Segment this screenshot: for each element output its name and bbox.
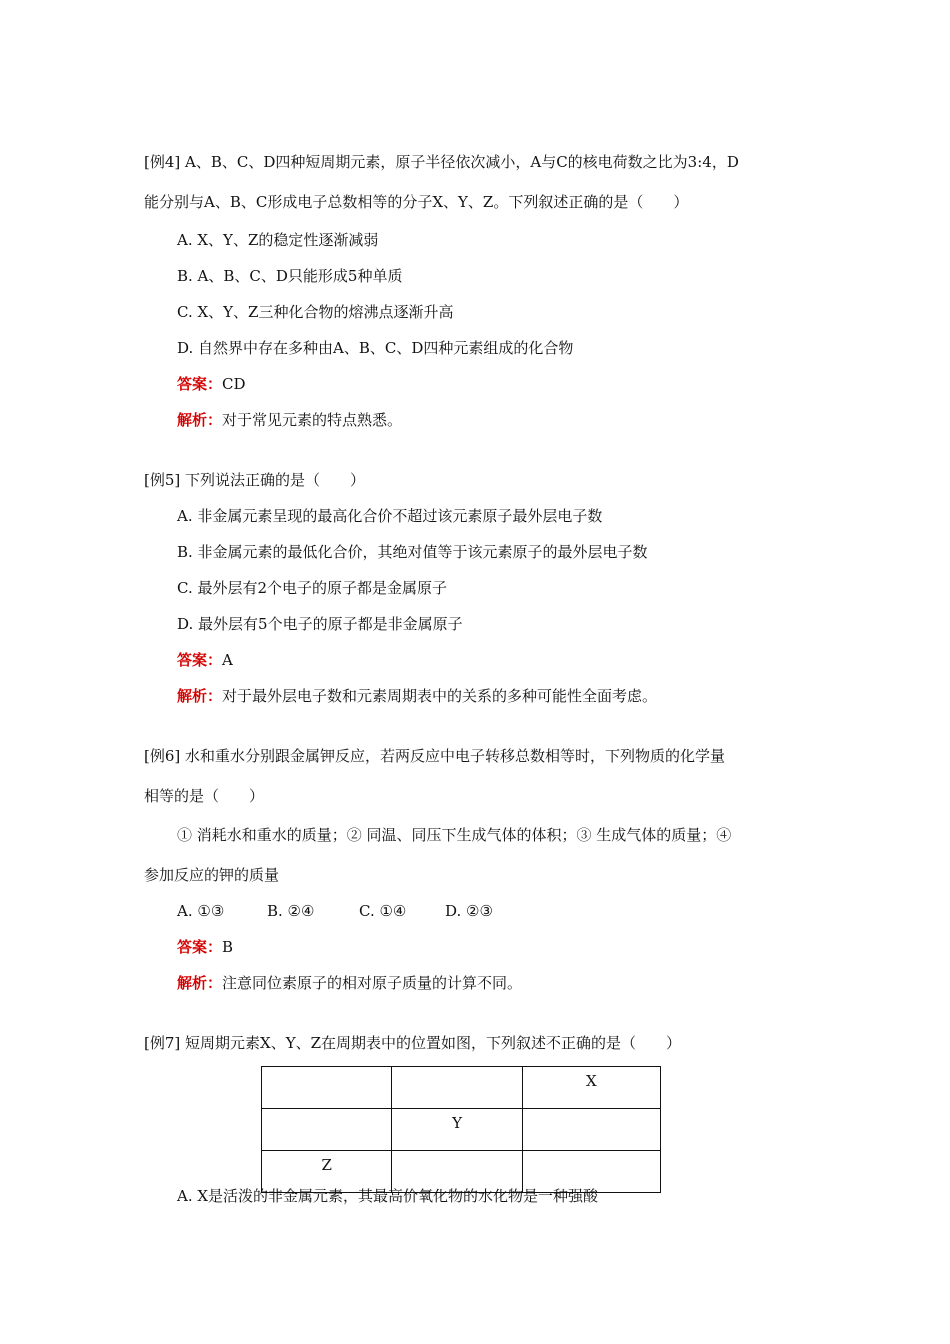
answer-value: CD [222,375,246,393]
ex6-choice-b: B. ②④ [267,902,315,920]
ex7-option-a: A. X是活泼的非金属元素，其最高价氧化物的水化物是一种强酸 [177,1187,599,1205]
ex4-option-a: A. X、Y、Z的稳定性逐渐减弱 [177,231,379,249]
analysis-text: 对于常见元素的特点熟悉。 [222,411,403,429]
analysis-label: 解析： [177,687,223,705]
ex4-option-c: C. X、Y、Z三种化合物的熔沸点逐渐升高 [177,303,454,321]
answer-label: 答案： [177,375,223,393]
ex6-stem-line2: 相等的是（ ） [144,787,265,805]
ex6-choice-a: A. ①③ [177,902,225,920]
ex4-option-d: D. 自然界中存在多种由A、B、C、D四种元素组成的化合物 [177,339,574,357]
ex5-answer [177,650,233,670]
table-row [262,1067,661,1109]
analysis-text: 注意同位素原子的相对原子质量的计算不同。 [222,974,523,992]
table-cell-y: Y [392,1109,522,1151]
table-cell [392,1067,522,1109]
ex6-choices [177,901,493,921]
ex5-option-a: A. 非金属元素呈现的最高化合价不超过该元素原子最外层电子数 [177,507,603,525]
ex4-answer [177,374,246,394]
ex6-choice-d: D. ②③ [445,902,493,920]
ex4-stem-line1: [例4] A、B、C、D四种短周期元素，原子半径依次减小，A与C的核电荷数之比为3:4，D [144,153,739,171]
ex5-analysis [177,686,657,706]
ex4-analysis [177,410,402,430]
analysis-label: 解析： [177,974,223,992]
ex6-answer [177,937,233,957]
ex5-option-b: B. 非金属元素的最低化合价，其绝对值等于该元素原子的最外层电子数 [177,543,648,561]
answer-value: B [222,938,234,956]
answer-label: 答案： [177,938,223,956]
table-cell [522,1109,660,1151]
ex6-analysis [177,973,522,993]
ex5-stem-line1: [例5] 下列说法正确的是（ ） [144,471,366,489]
ex4-option-b: B. A、B、C、D只能形成5种单质 [177,267,403,285]
ex4-stem-line2: 能分别与A、B、C形成电子总数相等的分子X、Y、Z。下列叙述正确的是（ ） [144,193,689,211]
ex6-stem-line1: [例6] 水和重水分别跟金属钾反应，若两反应中电子转移总数相等时，下列物质的化学量 [144,747,726,765]
periodic-position-table [261,1066,661,1193]
ex6-stem-line3: ① 消耗水和重水的质量；② 同温、同压下生成气体的体积；③ 生成气体的质量；④ [177,826,732,844]
ex6-choice-c: C. ①④ [359,902,407,920]
answer-label: 答案： [177,651,223,669]
table-row [262,1109,661,1151]
analysis-text: 对于最外层电子数和元素周期表中的关系的多种可能性全面考虑。 [222,687,658,705]
table-cell [262,1067,392,1109]
ex6-stem-line4: 参加反应的钾的质量 [144,866,280,884]
table-cell-x: X [522,1067,660,1109]
analysis-label: 解析： [177,411,223,429]
ex5-option-c: C. 最外层有2个电子的原子都是金属原子 [177,579,448,597]
table-cell [262,1109,392,1151]
ex5-option-d: D. 最外层有5个电子的原子都是非金属原子 [177,615,463,633]
ex7-stem-line1: [例7] 短周期元素X、Y、Z在周期表中的位置如图，下列叙述不正确的是（ ） [144,1034,682,1052]
answer-value: A [222,651,233,669]
table-cell-z: Z [262,1151,392,1193]
